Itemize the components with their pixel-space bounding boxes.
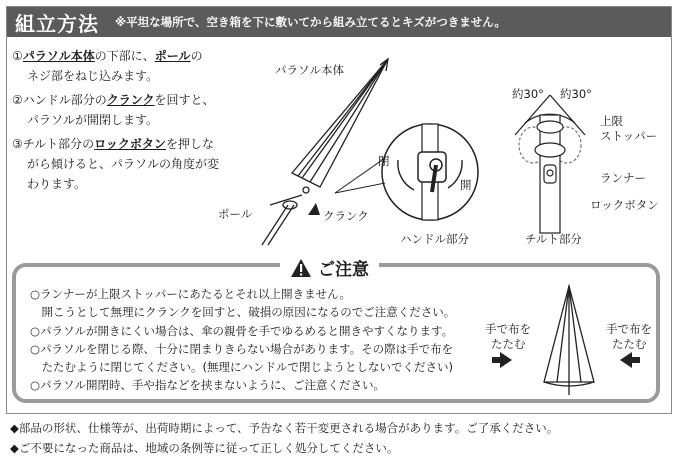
caution-list bbox=[30, 285, 475, 395]
header-note: ※平坦な場所で、空き箱を下に敷いてから組み立てるとキズがつきません。 bbox=[115, 15, 506, 29]
tilt-part-label: チルト部分 bbox=[525, 232, 582, 246]
step-text: パラソルが開閉します。 bbox=[27, 113, 159, 127]
caution-line: たたむように閉じてください。(無理にハンドルで閉じようとしないでください) bbox=[30, 360, 453, 375]
step-keyword: クランク bbox=[106, 93, 155, 107]
step-text: の bbox=[190, 49, 203, 63]
tilt-part-illustration bbox=[495, 95, 605, 235]
step-3 bbox=[12, 134, 240, 194]
fold-left-label: たたむ bbox=[491, 337, 526, 351]
step-text: わります。 bbox=[27, 177, 87, 191]
close-label: 閉 bbox=[378, 154, 390, 168]
step-2 bbox=[12, 90, 240, 130]
upper-stopper-label: 上限 bbox=[600, 114, 623, 128]
step-text: ハンドル部分の bbox=[22, 93, 107, 107]
step-text: を押しな bbox=[165, 137, 214, 151]
step-1 bbox=[12, 46, 240, 86]
step-number: ① bbox=[12, 49, 23, 63]
parasol-body-label: パラソル本体 bbox=[275, 63, 344, 77]
crank-label: クランク bbox=[323, 209, 369, 223]
header-bar bbox=[7, 7, 671, 37]
step-keyword: ポール bbox=[154, 49, 191, 63]
step-keyword: パラソル本体 bbox=[22, 49, 95, 63]
footer-notes bbox=[10, 418, 558, 458]
footer-note: ◆ご不要になった商品は、地域の条例等に従って正しく処分してください。 bbox=[10, 441, 399, 455]
open-label: 開 bbox=[460, 178, 472, 192]
caution-line: 開こうとして無理にクランクを回すと、破損の原因になるのでご注意ください。 bbox=[30, 305, 456, 320]
step-text: を回すと、 bbox=[154, 93, 215, 107]
fold-left-label: 手で布を bbox=[485, 322, 531, 336]
handle-part-illustration bbox=[378, 120, 483, 225]
runner-label: ランナー bbox=[600, 171, 646, 185]
step-keyword: ロックボタン bbox=[94, 137, 166, 151]
caution-line: ○パラソルを閉じる際、十分に閉まりきらない場合があります。その際は手で布を bbox=[30, 341, 454, 356]
caution-line: ○パラソルが開きにくい場合は、傘の親骨を手でゆるめると開きやすくなります。 bbox=[30, 323, 454, 338]
caution-title: ご注意 bbox=[280, 255, 379, 280]
fold-right-label: 手で布を bbox=[606, 322, 652, 336]
upper-stopper-label: ストッパー bbox=[600, 129, 658, 143]
pole-label: ポール bbox=[218, 207, 253, 221]
caution-line: ○ランナーが上限ストッパーにあたるとそれ以上開きません。 bbox=[30, 287, 351, 301]
lock-button-label: ロックボタン bbox=[590, 198, 659, 212]
angle-left-label: 約30° bbox=[512, 87, 544, 101]
angle-right-label: 約30° bbox=[560, 87, 592, 101]
step-text: チルト部分の bbox=[22, 137, 95, 151]
step-number: ③ bbox=[12, 137, 23, 151]
steps-list bbox=[12, 46, 240, 198]
page-title: 組立方法 bbox=[15, 11, 99, 36]
footer-note: ◆部品の形状、仕様等が、出荷時期によって、予告なく若干変更される場合があります。ご了承ください。 bbox=[10, 421, 559, 435]
step-text: の下部に、 bbox=[94, 49, 155, 63]
handle-part-label: ハンドル部分 bbox=[400, 232, 469, 246]
fold-right-label: たたむ bbox=[612, 337, 647, 351]
step-text: ネジ部をねじ込みます。 bbox=[27, 69, 159, 83]
caution-line: ○パラソル開閉時、手や指などを挟まないように、ご注意ください。 bbox=[30, 378, 386, 393]
step-number: ② bbox=[12, 93, 23, 107]
warning-icon bbox=[290, 258, 312, 278]
step-text: がら傾けると、パラソルの角度が変 bbox=[27, 157, 220, 171]
